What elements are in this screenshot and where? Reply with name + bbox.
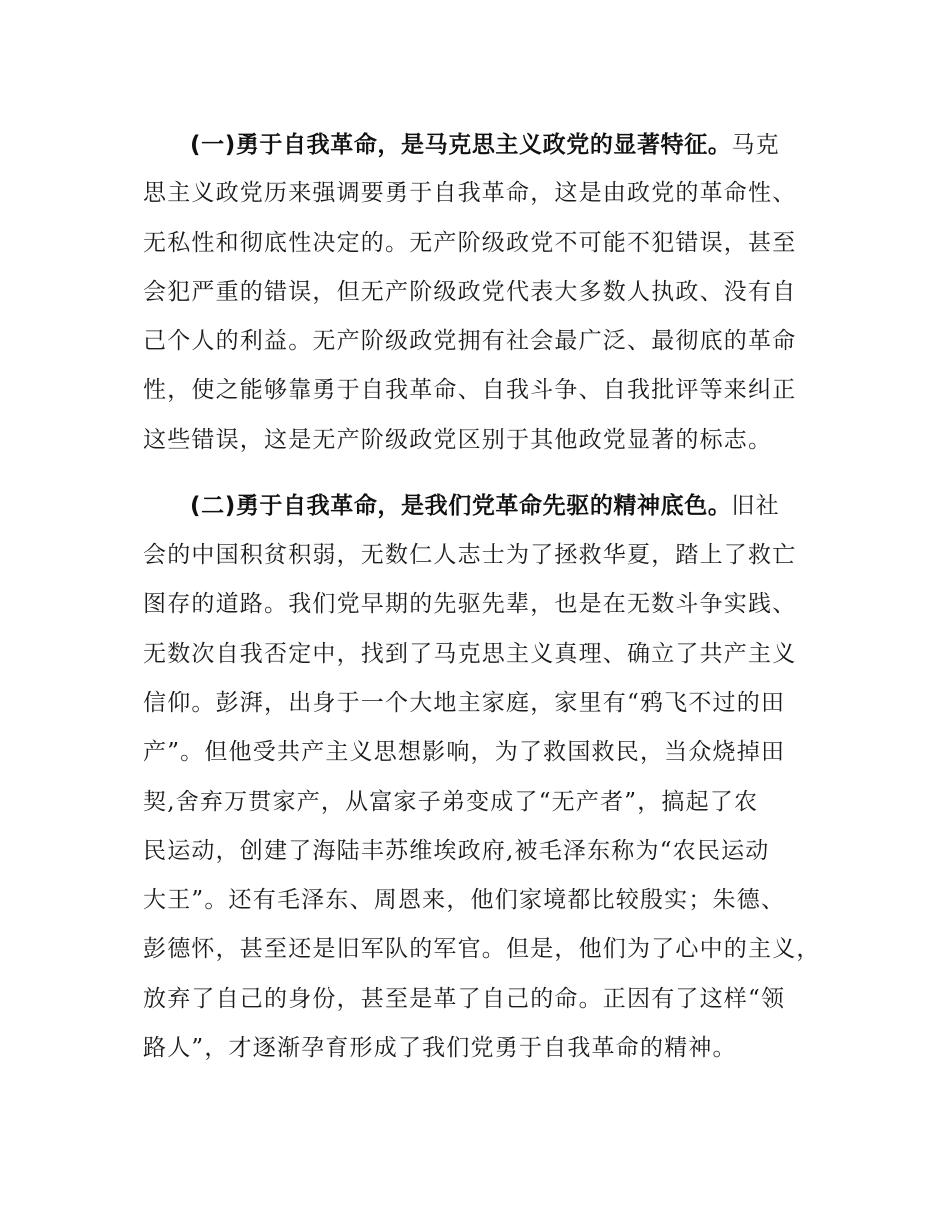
section1-line-0: 马克 xyxy=(731,132,780,158)
section2-line-8: 大王”。还有毛泽东、周恩来，他们家境都比较殷实；朱德、 xyxy=(143,887,786,913)
section2-line-5: 产”。但他受共产主义思想影响，为了救国救民，当众烧掉田 xyxy=(143,739,786,765)
section1-line-5: 性，使之能够靠勇于自我革命、自我斗争、自我批评等来纠正 xyxy=(143,377,797,403)
section1-line-3: 会犯严重的错误，但无产阶级政党代表大多数人执政、没有自 xyxy=(143,279,797,305)
section2-line-9: 彭德怀，甚至还是旧军队的军官。但是，他们为了心中的主义， xyxy=(143,936,821,962)
section2-line-4: 信仰。彭湃，出身于一个大地主家庭，家里有“鸦飞不过的田 xyxy=(143,690,786,716)
section2-line-10: 放弃了自己的身份，甚至是革了自己的命。正因有了这样“领 xyxy=(143,986,786,1012)
section1-line-2: 无私性和彻底性决定的。无产阶级政党不可能不犯错误，甚至 xyxy=(143,230,797,256)
section1-line-1: 思主义政党历来强调要勇于自我革命，这是由政党的革命性、 xyxy=(143,180,797,206)
section2-line-7: 民运动，创建了海陆丰苏维埃政府,被毛泽东称为“农民运动 xyxy=(143,838,770,864)
section2-line-6: 契,舍弃万贯家产，从富家子弟变成了“无产者”，搞起了农 xyxy=(143,789,759,815)
section2-line-0: 旧社 xyxy=(731,493,780,519)
section2-line-11: 路人”，才逐渐孕育形成了我们党勇于自我革命的精神。 xyxy=(143,1035,737,1061)
section2-line-1: 会的中国积贫积弱，无数仁人志士为了拯救华夏，踏上了救亡 xyxy=(143,542,797,568)
section1-heading: (一)勇于自我革命，是马克思主义政党的显著特征。 xyxy=(190,132,732,158)
section2-first-line xyxy=(190,489,890,523)
section2-line-3: 无数次自我否定中，找到了马克思主义真理、确立了共产主义 xyxy=(143,641,797,667)
section1-line-6: 这些错误，这是无产阶级政党区别于其他政党显著的标志。 xyxy=(143,427,773,453)
section1-first-line xyxy=(190,128,890,162)
section2-heading: (二)勇于自我革命，是我们党革命先驱的精神底色。 xyxy=(190,493,732,519)
section2-line-2: 图存的道路。我们党早期的先驱先辈，也是在无数斗争实践、 xyxy=(143,591,797,617)
section1-line-4: 己个人的利益。无产阶级政党拥有社会最广泛、最彻底的革命 xyxy=(143,328,797,354)
